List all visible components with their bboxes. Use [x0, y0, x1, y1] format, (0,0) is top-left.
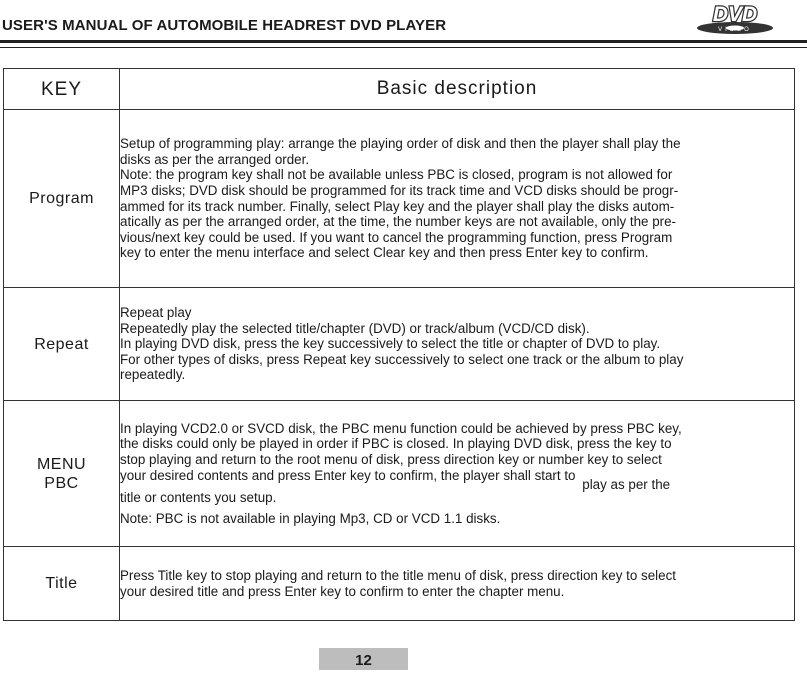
description-line: ammed for its track number. Finally, select Play key and the player shall play the disks autom- — [120, 198, 675, 214]
description-menu-pbc — [120, 401, 795, 547]
table-row-program — [4, 110, 795, 288]
key-description-table — [3, 68, 795, 621]
logo-main-text: DVD — [712, 3, 758, 26]
description-repeat — [120, 288, 795, 401]
description-line: key to enter the menu interface and select Clear key and then press Enter key to confirm. — [120, 245, 649, 261]
description-column-header: Basic description — [120, 69, 795, 110]
description-line: In playing VCD2.0 or SVCD disk, the PBC menu function could be achieved by press PBC key, — [120, 420, 682, 436]
description-line: repeatedly. — [120, 367, 186, 383]
description-line: Setup of programming play: arrange the playing order of disk and then the player shall play the — [120, 136, 681, 152]
description-line — [120, 467, 794, 492]
description-line: disks as per the arranged order. — [120, 151, 310, 167]
key-menu-pbc — [4, 401, 120, 547]
description-line-part: your desired contents and press Enter key to confirm, the player shall start to — [120, 467, 576, 483]
description-program — [120, 110, 795, 288]
table-row-repeat — [4, 288, 795, 401]
key-menu-label: MENU — [36, 455, 87, 473]
description-line: stop playing and return to the root menu of disk, press direction key or number key to select — [120, 451, 662, 467]
description-line: MP3 disks; DVD disk should be programmed for its track time and VCD disks should be progr- — [120, 182, 679, 198]
description-line: For other types of disks, press Repeat key successively to select one track or the album to play — [120, 351, 684, 367]
key-column-header: KEY — [4, 69, 120, 110]
description-line: atically as per the arranged order, at the time, the number keys are not available, only the pre- — [120, 214, 677, 230]
key-program: Program — [4, 110, 120, 288]
key-pbc-label: PBC — [44, 474, 79, 492]
description-title — [120, 547, 795, 621]
description-line: the disks could only be played in order if PBC is closed. In playing DVD disk, press the key to — [120, 436, 672, 452]
table-header-row — [4, 69, 795, 110]
description-line: Repeat play — [120, 305, 192, 321]
logo-sub-text: VIDEO — [718, 27, 752, 33]
key-repeat: Repeat — [4, 288, 120, 401]
description-line: your desired title and press Enter key to confirm to enter the chapter menu. — [120, 583, 565, 599]
dvd-video-logo — [693, 0, 777, 36]
manual-title: USER'S MANUAL OF AUTOMOBILE HEADREST DVD PLAYER — [2, 17, 447, 34]
description-line: vious/next key could be used. If you want to cancel the programming function, press Program — [120, 229, 673, 245]
description-line: Note: the program key shall not be available unless PBC is closed, program is not allowed for — [120, 167, 673, 183]
key-title: Title — [4, 547, 120, 621]
description-line: Repeatedly play the selected title/chapter (DVD) or track/album (VCD/CD disk). — [120, 320, 590, 336]
page-number: 12 — [319, 648, 408, 670]
description-line: Press Title key to stop playing and return to the title menu of disk, press direction key to select — [120, 567, 676, 583]
table-row-menu-pbc — [4, 401, 795, 547]
description-line: Note: PBC is not available in playing Mp3, CD or VCD 1.1 disks. — [120, 510, 501, 526]
table-row-title — [4, 547, 795, 621]
description-line: title or contents you setup. — [120, 490, 277, 506]
description-line-part: play as per the — [582, 476, 671, 492]
header-rule-thin — [0, 47, 807, 48]
description-line: In playing DVD disk, press the key successively to select the title or chapter of DVD to play. — [120, 336, 661, 352]
header-rule-thick — [0, 40, 807, 43]
